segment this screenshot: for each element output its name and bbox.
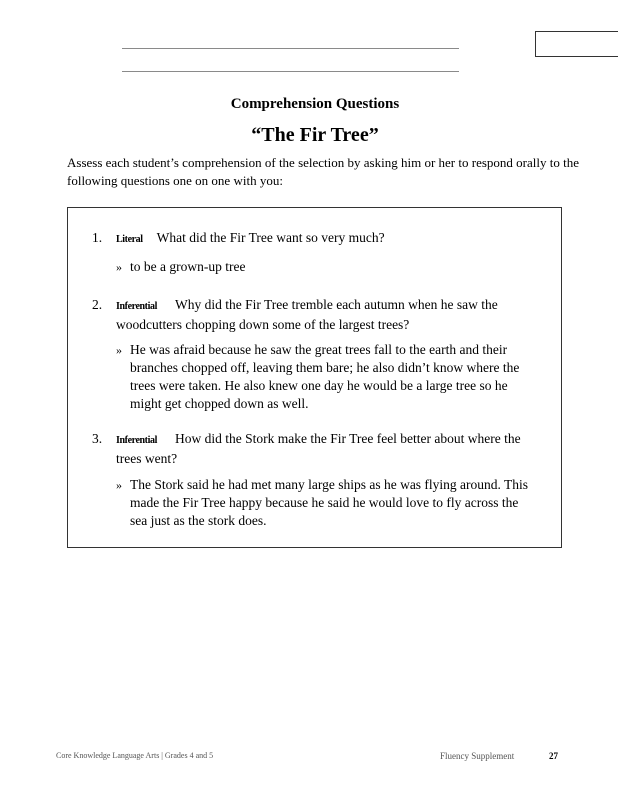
footer-publication: Core Knowledge Language Arts | Grades 4 and 5 bbox=[56, 751, 214, 760]
question-number: 3. bbox=[92, 431, 103, 446]
question-text: How did the Stork make the Fir Tree feel better about where the trees went? bbox=[116, 431, 521, 466]
question-type: Inferential bbox=[116, 435, 157, 446]
question-type: Inferential bbox=[116, 301, 157, 312]
question-type: Literal bbox=[116, 234, 143, 245]
answer-text: The Stork said he had met many large ships as he was flying around. This made the Fir Tree happy because he said he would love to fly across the sea just as the stork does. bbox=[130, 477, 529, 528]
answer-2 bbox=[116, 341, 536, 413]
question-2 bbox=[92, 296, 546, 334]
answer-text: He was afraid because he saw the great trees fall to the earth and their branches chopped off, leaving them bare; he also didn’t know where the trees were taken. He also knew one day he would be a large tree so he might get chopped down as well. bbox=[130, 342, 520, 411]
instructions: Assess each student’s comprehension of the selection by asking him or her to respond orally to the following questions one on one with you: bbox=[67, 155, 579, 188]
answer-marker: » bbox=[116, 343, 122, 357]
question-text: Why did the Fir Tree tremble each autumn when he saw the woodcutters chopping down some of the largest trees? bbox=[116, 297, 498, 332]
question-number: 1. bbox=[92, 230, 103, 245]
footer-supplement: Fluency Supplement bbox=[440, 751, 515, 761]
question-3 bbox=[92, 430, 546, 468]
section-title: Comprehension Questions bbox=[230, 96, 400, 112]
answer-marker: » bbox=[116, 478, 122, 492]
question-number: 2. bbox=[92, 297, 103, 312]
question-text: What did the Fir Tree want so very much? bbox=[156, 230, 385, 245]
answer-marker: » bbox=[116, 260, 122, 274]
answer-3 bbox=[116, 476, 536, 530]
answer-text: to be a grown-up tree bbox=[130, 259, 246, 274]
name-line bbox=[122, 48, 459, 49]
question-1 bbox=[92, 229, 546, 249]
page-number: 27 bbox=[549, 751, 558, 761]
questions-box bbox=[67, 207, 562, 548]
date-line bbox=[122, 71, 459, 72]
story-title: “The Fir Tree” bbox=[251, 124, 379, 146]
answer-1 bbox=[116, 258, 536, 276]
score-box bbox=[535, 31, 618, 57]
